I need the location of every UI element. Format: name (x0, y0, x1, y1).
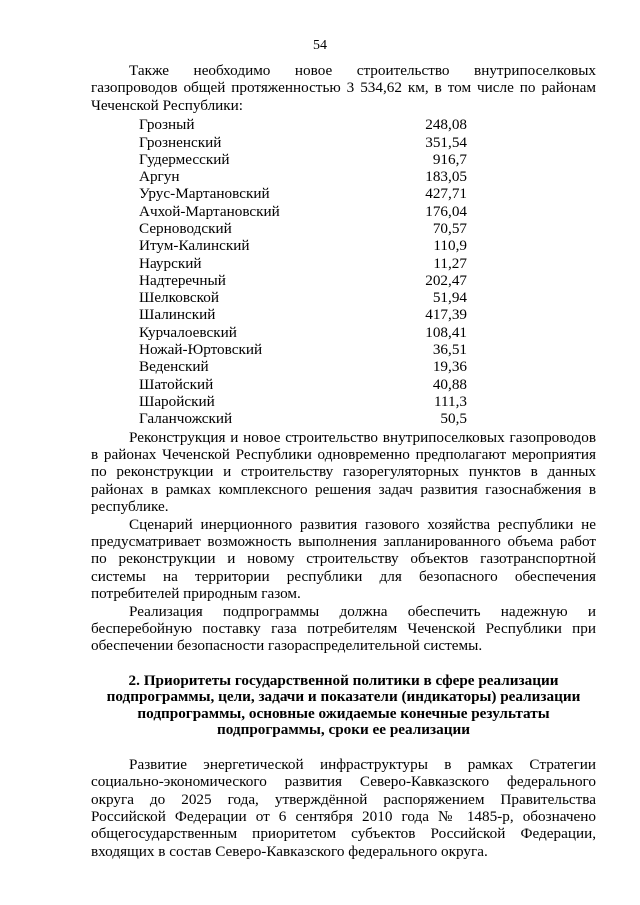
district-name: Урус-Мартановский (139, 185, 270, 203)
district-length: 248,08 (425, 116, 467, 134)
district-length: 202,47 (425, 271, 467, 289)
district-name: Ачхой-Мартановский (139, 202, 280, 220)
page-content (91, 62, 596, 860)
district-name: Галанчожский (139, 410, 233, 428)
district-name: Аргун (139, 168, 180, 186)
district-row (91, 116, 596, 133)
page-number: 54 (313, 38, 327, 53)
district-row (91, 134, 596, 151)
district-length: 11,27 (433, 254, 467, 272)
district-row (91, 324, 596, 341)
district-name: Надтеречный (139, 271, 226, 289)
district-length: 19,36 (432, 358, 467, 376)
district-name: Гудермесский (139, 150, 230, 168)
district-row (91, 168, 596, 185)
paragraph-reconstruction: Реконструкция и новое строительство внутрипоселковых газопроводов в районах Чеченской Республики одновременно предполагают мероприятия по реконструкции и строительству газорегуляторных пунктов в данных районах в рамках комплексного решения задач развития газоснабжения в республике. (91, 428, 596, 516)
district-row (91, 358, 596, 375)
district-length: 110,9 (433, 237, 467, 255)
district-name: Ножай-Юртовский (139, 341, 263, 359)
paragraph-implementation: Реализация подпрограммы должна обеспечить надежную и бесперебойную поставку газа потребителям Чеченской Республики при обеспечении безопасности газораспределительной системы. (91, 602, 596, 655)
district-name: Шатойский (139, 375, 214, 393)
district-length: 183,05 (425, 168, 467, 186)
district-length: 108,41 (425, 323, 467, 341)
district-length: 40,88 (432, 375, 467, 393)
district-row (91, 289, 596, 306)
district-name: Грозный (139, 116, 195, 134)
section-heading (91, 673, 596, 739)
district-name: Серноводский (139, 220, 232, 237)
section-heading-line: 2. Приоритеты государственной политики в сфере реализации (128, 671, 559, 689)
district-row (91, 410, 596, 427)
intro-paragraph: Также необходимо новое строительство внутрипоселковых газопроводов общей протяженностью 3 534,62 км, в том числе по районам Чеченской Республики: (91, 62, 596, 114)
district-length: 51,94 (432, 289, 467, 307)
district-row (91, 341, 596, 358)
district-length: 176,04 (425, 202, 467, 220)
district-length: 36,51 (432, 341, 467, 359)
district-name: Шелковской (139, 289, 219, 307)
district-name: Грозненский (139, 133, 222, 151)
district-row (91, 151, 596, 168)
district-name: Наурский (139, 254, 202, 272)
paragraph-strategy: Развитие энергетической инфраструктуры в рамках Стратегии социально-экономического развития Северо-Кавказского федерального округа до 2025 года, утверждённой распоряжением Правительства Российской Федерации от 6 сентября 2010 года № 1485-р, обозначено общегосударственным приоритетом субъектов Российской Федерации, входящих в состав Северо-Кавказского федерального округа. (91, 755, 596, 860)
district-row (91, 220, 596, 237)
district-length: 916,7 (432, 150, 467, 168)
section-heading-line: подпрограммы, основные ожидаемые конечные результаты (137, 704, 550, 722)
district-row (91, 185, 596, 202)
district-length: 427,71 (425, 185, 467, 203)
district-row (91, 203, 596, 220)
paragraph-scenario: Сценарий инерционного развития газового хозяйства республики не предусматривает возможность выполнения запланированного объема работ по реконструкции и новому строительству объектов газотранспортной системы на территории республики для безопасного обеспечения потребителей природным газом. (91, 515, 596, 603)
district-name: Веденский (139, 358, 209, 376)
district-name: Шалинский (139, 306, 216, 324)
district-name: Итум-Калинский (139, 237, 250, 255)
district-table (91, 116, 596, 427)
district-length: 70,57 (432, 220, 467, 237)
district-length: 50,5 (440, 410, 467, 428)
district-length: 351,54 (425, 133, 467, 151)
district-row (91, 306, 596, 323)
section-heading-line: подпрограммы, сроки ее реализации (217, 721, 470, 739)
section-heading-line: подпрограммы, цели, задачи и показатели (индикаторы) реализации (106, 688, 581, 706)
district-row (91, 393, 596, 410)
district-name: Курчалоевский (139, 323, 237, 341)
district-name: Шаройский (139, 392, 215, 410)
district-row (91, 255, 596, 272)
district-row (91, 272, 596, 289)
district-length: 111,3 (433, 392, 467, 410)
district-length: 417,39 (425, 306, 467, 324)
district-row (91, 376, 596, 393)
district-row (91, 237, 596, 254)
